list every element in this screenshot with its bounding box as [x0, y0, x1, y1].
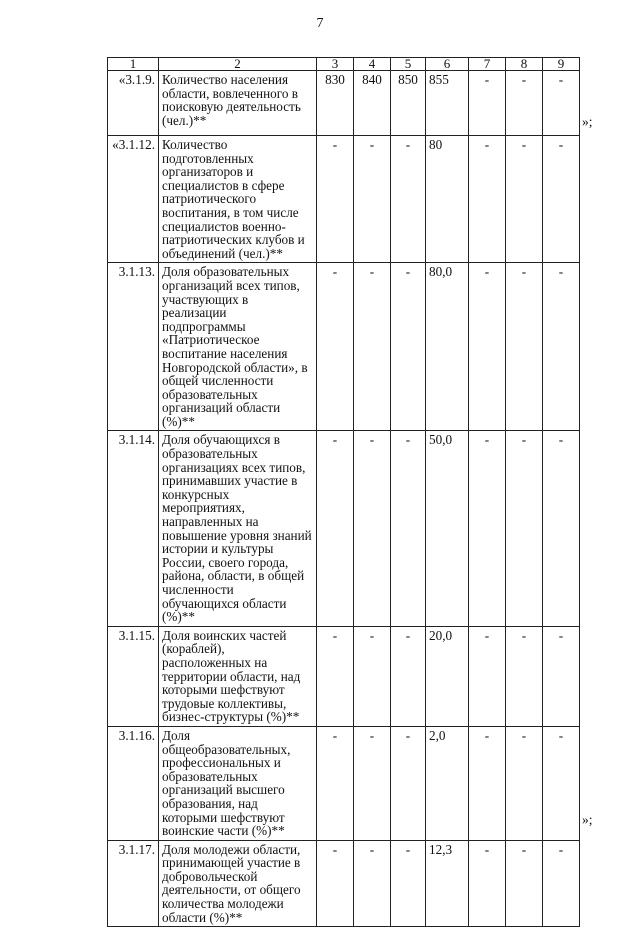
value-col-7: -	[469, 626, 506, 726]
value-col-6: 2,0	[426, 726, 469, 840]
value-col-8: -	[506, 263, 543, 431]
table-row	[108, 263, 580, 431]
indicator-name: Количество населения области, вовлеченного в поисковую деятельность (чел.)**	[159, 71, 317, 136]
closing-quote-suffix: »;	[582, 812, 593, 827]
value-col-3: 830	[317, 71, 354, 136]
value-col-3: -	[317, 263, 354, 431]
value-col-5: -	[391, 431, 426, 626]
column-header-4: 4	[354, 58, 391, 71]
value-col-4: -	[354, 726, 391, 840]
value-col-7: -	[469, 263, 506, 431]
table-row	[108, 840, 580, 927]
value-col-7: -	[469, 136, 506, 263]
value-col-3: -	[317, 726, 354, 840]
value-col-5: -	[391, 626, 426, 726]
indicators-table	[107, 57, 580, 927]
value-col-8: -	[506, 431, 543, 626]
value-col-9: -	[543, 626, 580, 726]
value-col-9: -	[543, 71, 580, 136]
value-col-4: -	[354, 136, 391, 263]
value-col-6: 80	[426, 136, 469, 263]
column-header-3: 3	[317, 58, 354, 71]
table-row	[108, 136, 580, 263]
value-col-9: -	[543, 431, 580, 626]
column-header-2: 2	[159, 58, 317, 71]
value-col-6: 50,0	[426, 431, 469, 626]
value-col-8: -	[506, 840, 543, 927]
value-col-7: -	[469, 431, 506, 626]
row-number: 3.1.17.	[108, 840, 159, 927]
value-col-6: 80,0	[426, 263, 469, 431]
column-header-9: 9	[543, 58, 580, 71]
value-col-9: -	[543, 136, 580, 263]
value-col-8: -	[506, 626, 543, 726]
value-col-8: -	[506, 136, 543, 263]
page-number: 7	[316, 16, 324, 31]
closing-quote-suffix: »;	[582, 114, 593, 129]
indicator-name: Доля обучающихся в образовательных организациях всех типов, принимавших участие в конкурсных мероприятиях, направленных на повышение уровня знаний истории и культуры России, своего города, района, области, в общей численности обучающихся области (%)**	[159, 431, 317, 626]
column-header-8: 8	[506, 58, 543, 71]
value-col-3: -	[317, 136, 354, 263]
value-col-7: -	[469, 71, 506, 136]
indicator-name: Доля образовательных организаций всех типов, участвующих в реализации подпрограммы «Патриотическое воспитание населения Новгородской области», в общей численности образовательных организаций области (%)**	[159, 263, 317, 431]
table-row	[108, 726, 580, 840]
value-col-5: -	[391, 263, 426, 431]
value-col-6: 20,0	[426, 626, 469, 726]
value-col-6: 855	[426, 71, 469, 136]
row-number: 3.1.14.	[108, 431, 159, 626]
value-col-4: -	[354, 431, 391, 626]
table-row	[108, 431, 580, 626]
value-col-3: -	[317, 626, 354, 726]
value-col-9: -	[543, 263, 580, 431]
table-row	[108, 71, 580, 136]
row-number: «3.1.9.	[108, 71, 159, 136]
value-col-4: -	[354, 263, 391, 431]
column-header-7: 7	[469, 58, 506, 71]
value-col-5: -	[391, 136, 426, 263]
table-row	[108, 626, 580, 726]
value-col-8: -	[506, 726, 543, 840]
indicator-name: Доля воинских частей (кораблей), расположенных на территории области, над которыми шефствуют трудовые коллективы, бизнес-структуры (%)**	[159, 626, 317, 726]
value-col-4: -	[354, 840, 391, 927]
value-col-5: -	[391, 840, 426, 927]
value-col-7: -	[469, 726, 506, 840]
indicator-name: Количество подготовленных организаторов и специалистов в сфере патриотического воспитания, в том числе специалистов военно-патриотических клубов и объединений (чел.)**	[159, 136, 317, 263]
row-number: 3.1.13.	[108, 263, 159, 431]
value-col-5: 850	[391, 71, 426, 136]
row-number: 3.1.16.	[108, 726, 159, 840]
row-number: «3.1.12.	[108, 136, 159, 263]
value-col-5: -	[391, 726, 426, 840]
column-header-6: 6	[426, 58, 469, 71]
column-header-5: 5	[391, 58, 426, 71]
row-number: 3.1.15.	[108, 626, 159, 726]
indicator-name: Доля молодежи области, принимающей участие в добровольческой деятельности, от общего количества молодежи области (%)**	[159, 840, 317, 927]
column-number-row	[108, 58, 580, 71]
column-header-1: 1	[108, 58, 159, 71]
value-col-3: -	[317, 840, 354, 927]
value-col-6: 12,3	[426, 840, 469, 927]
value-col-8: -	[506, 71, 543, 136]
value-col-9: -	[543, 840, 580, 927]
value-col-3: -	[317, 431, 354, 626]
indicator-name: Доля общеобразовательных, профессиональных и образовательных организаций высшего образования, над которыми шефствуют воинские части (%)**	[159, 726, 317, 840]
value-col-9: -	[543, 726, 580, 840]
value-col-4: -	[354, 626, 391, 726]
value-col-7: -	[469, 840, 506, 927]
value-col-4: 840	[354, 71, 391, 136]
